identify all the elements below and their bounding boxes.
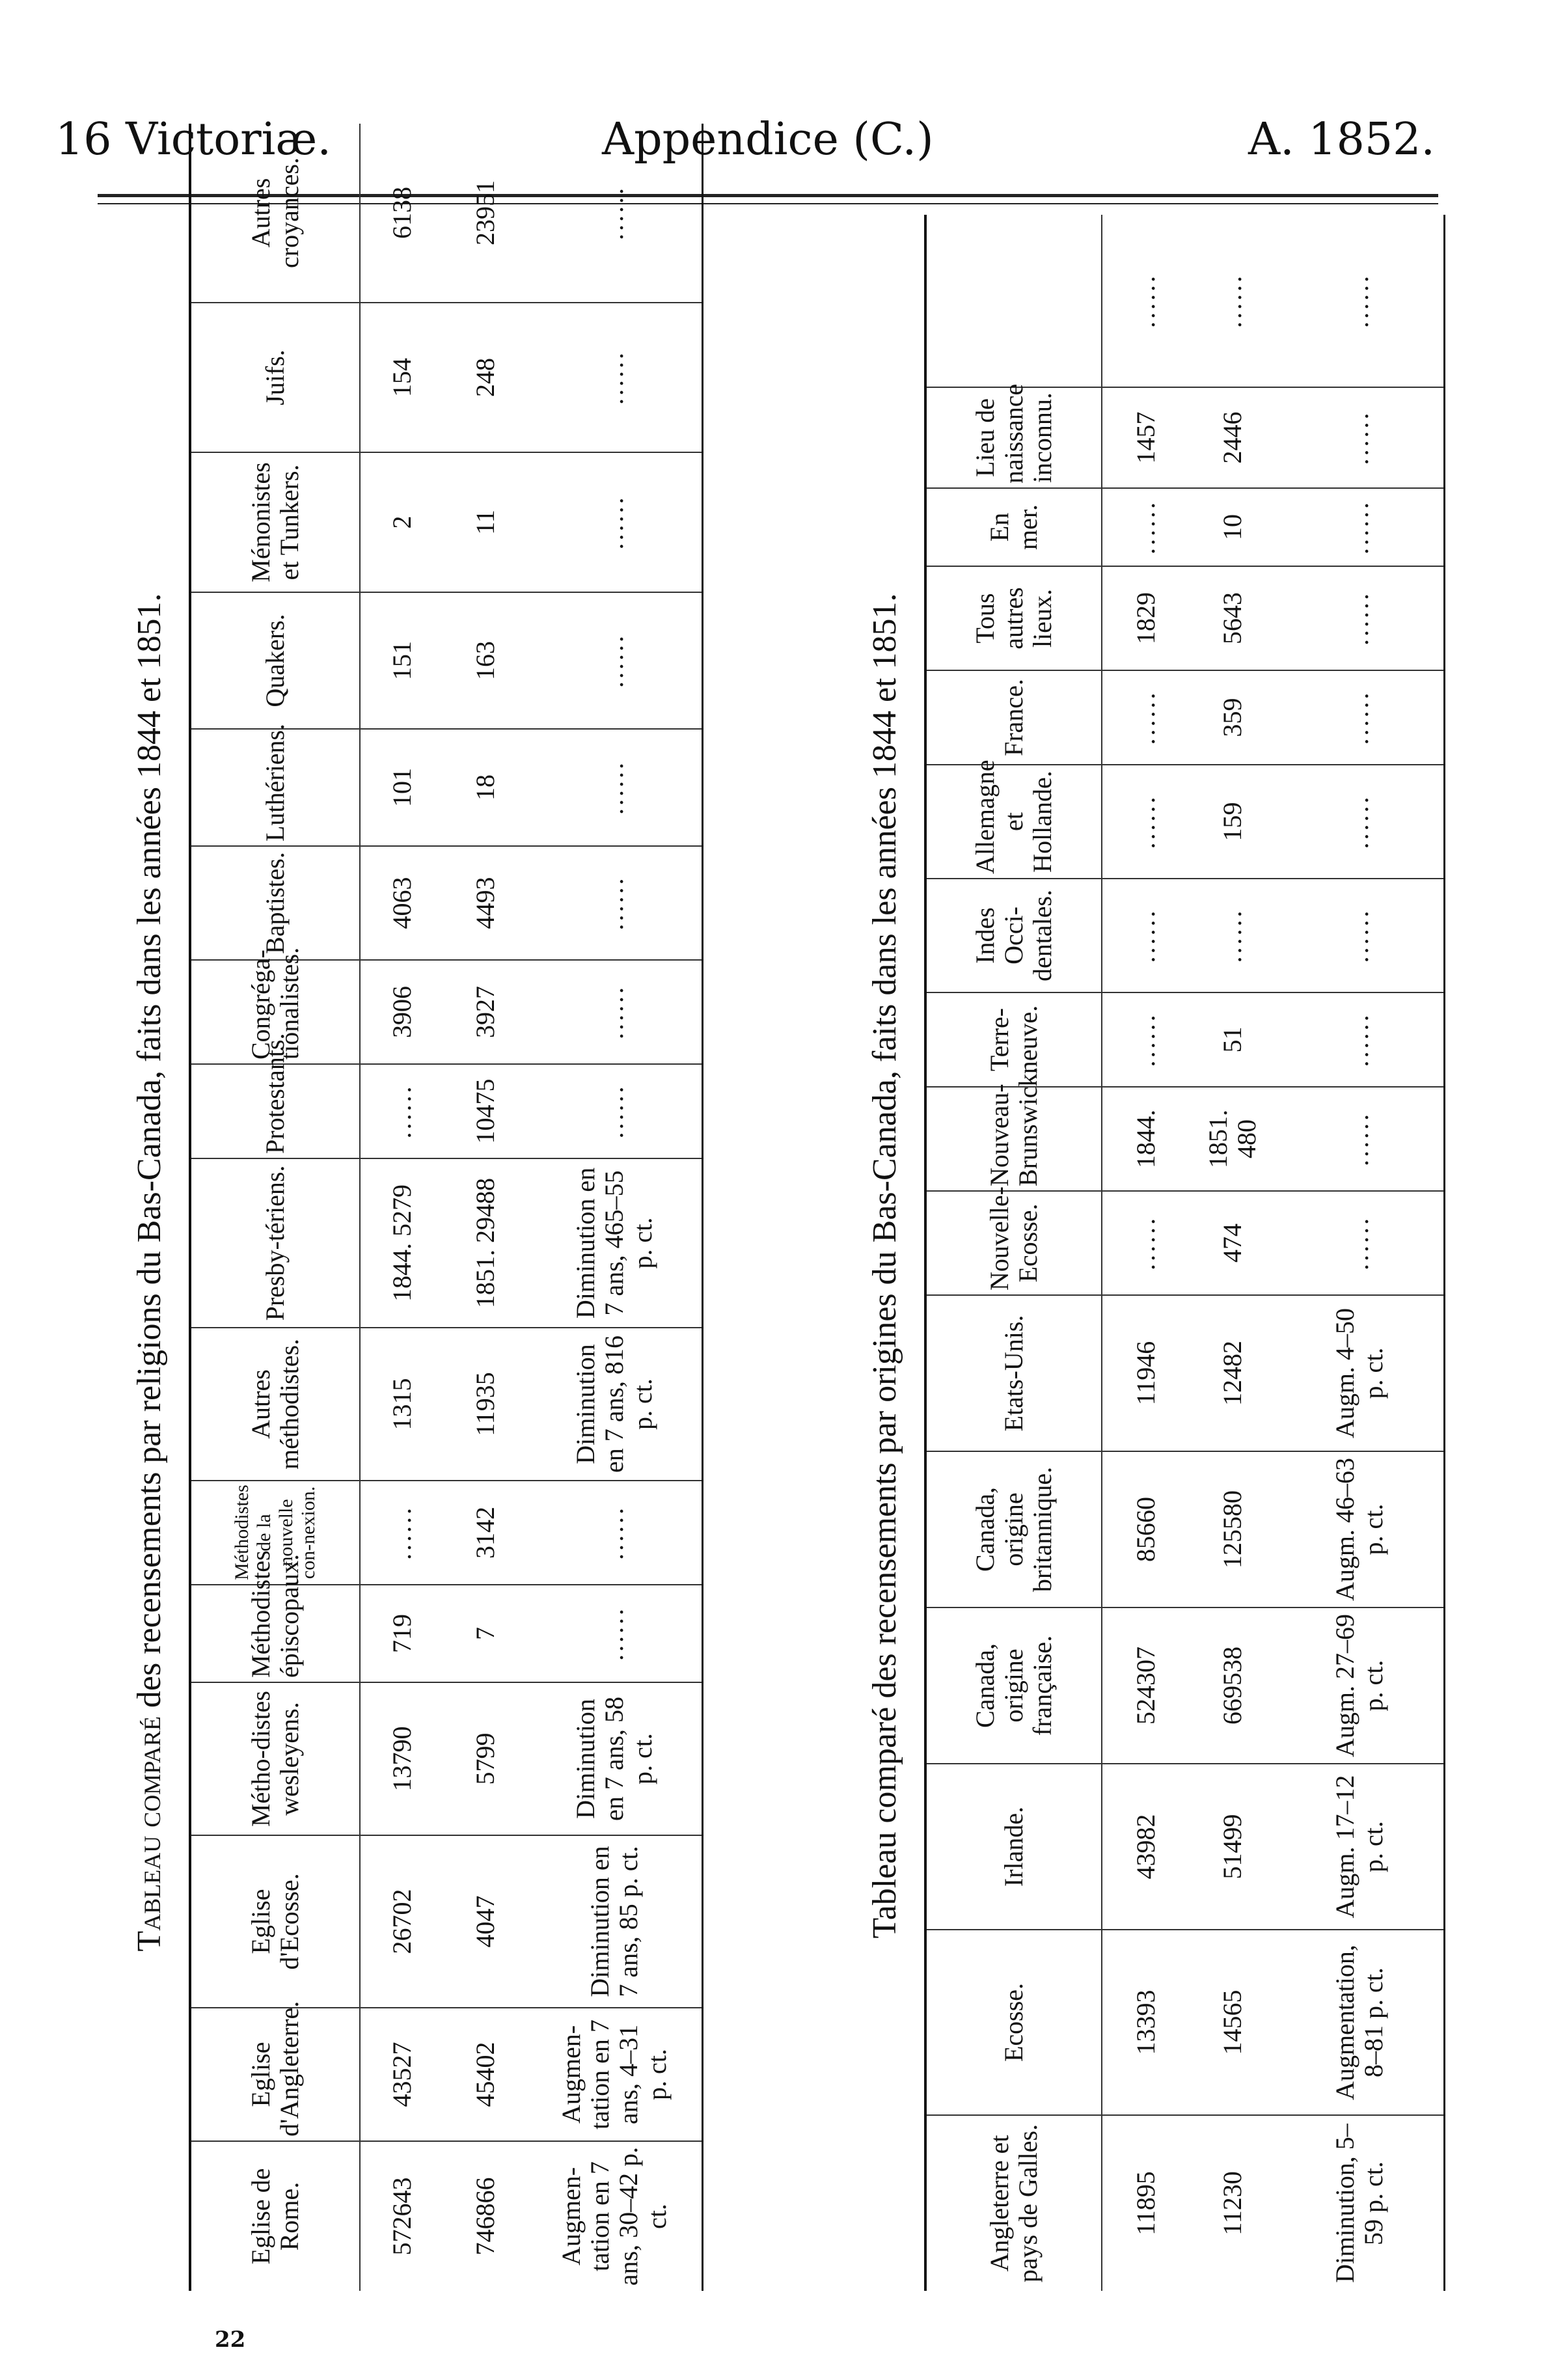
table-cell: 1829 (1102, 566, 1189, 670)
table-cell: 11946 (1102, 1295, 1189, 1451)
table-cell: Augm. 46–63 p. ct. (1276, 1451, 1445, 1607)
table-row-1844 (1102, 215, 1189, 2291)
table-cell: 43527 (360, 2008, 444, 2141)
page-number: 22 (215, 2327, 246, 2353)
table-cell: 6138 (360, 124, 444, 303)
table-row-1851 (444, 124, 527, 2291)
col-header (925, 215, 1102, 387)
table-cell: 1844. 5279 (360, 1158, 444, 1328)
origin-header-row (925, 215, 1102, 2291)
table-cell: 85660 (1102, 1451, 1189, 1607)
table-cell: ...... (1102, 488, 1189, 566)
table-cell: ...... (1276, 1191, 1445, 1295)
col-header: Ménonistes et Tunkers. (190, 452, 360, 592)
table-cell: 13393 (1102, 1930, 1189, 2115)
table-cell: 5799 (444, 1682, 527, 1835)
table-cell: Augm. 17–12 p. ct. (1276, 1764, 1445, 1930)
table-cell: Augmen-tation en 7 ans, 30–42 p. ct. (556, 2146, 672, 2286)
table-cell: 151 (360, 592, 444, 729)
table-cell: 11 (444, 452, 527, 592)
religion-title-prefix: Tableau comparé (131, 1716, 168, 1952)
table-cell: 3906 (360, 960, 444, 1064)
col-header: Ecosse. (925, 1930, 1102, 2115)
table-cell: ...... (1189, 215, 1276, 387)
col-header: Méthodistes épiscopaux. (190, 1585, 360, 1682)
table-cell: ...... (1276, 215, 1445, 387)
table-cell: ...... (1102, 879, 1189, 992)
col-header: Méthodistes de la nouvelle con-nexion. (190, 1481, 360, 1585)
table-cell: 43982 (1102, 1764, 1189, 1930)
table-cell: 12482 (1189, 1295, 1276, 1451)
table-cell: 719 (360, 1585, 444, 1682)
table-cell: ...... (1102, 215, 1189, 387)
table-cell: ...... (1189, 879, 1276, 992)
table-cell: 3142 (444, 1481, 527, 1585)
col-header: Allemagne et Hollande. (925, 765, 1102, 879)
table-cell: ...... (527, 1481, 703, 1585)
col-header: Protestants. (190, 1064, 360, 1158)
table-cell: ...... (527, 452, 703, 592)
col-header: Irlande. (925, 1764, 1102, 1930)
col-header: Indes Occi-dentales. (925, 879, 1102, 992)
table-cell: 474 (1189, 1191, 1276, 1295)
table-cell: 669538 (1189, 1607, 1276, 1764)
table-cell: 13790 (360, 1682, 444, 1835)
table-cell: Augmentation, 8–81 p. ct. (1276, 1930, 1445, 2115)
table-cell: Diminution en 7 ans, 58 p. ct. (527, 1682, 703, 1835)
origin-table-rotated (846, 241, 1445, 2291)
table-cell: 746866 (471, 2177, 500, 2256)
table-cell: 4047 (444, 1835, 527, 2008)
table-cell: ...... (527, 729, 703, 846)
col-header: Métho-distes wesleyens. (190, 1682, 360, 1835)
table-cell: 2446 (1189, 387, 1276, 488)
table-cell: ...... (527, 1585, 703, 1682)
table-cell: ...... (1102, 765, 1189, 879)
table-cell: 154 (360, 303, 444, 452)
col-header: Luthériens. (190, 729, 360, 846)
table-cell: 51 (1189, 992, 1276, 1087)
table-cell: 524307 (1102, 1607, 1189, 1764)
table-cell: ...... (527, 303, 703, 452)
header-year: A. 1852. (1248, 114, 1435, 165)
col-header: Juifs. (190, 303, 360, 452)
col-header: Terre-neuve. (925, 992, 1102, 1087)
table-cell: 4063 (360, 846, 444, 960)
table-cell: Diminution en 7 ans, 816 p. ct. (527, 1328, 703, 1481)
religion-table (189, 124, 703, 2291)
table-cell: ...... (1276, 879, 1445, 992)
table-cell: 1851. 29488 (444, 1158, 527, 1328)
table-row-change (527, 124, 703, 2291)
table-cell: Augm. 27–69 p. ct. (1276, 1607, 1445, 1764)
table-cell: Diminution, 5–59 p. ct. (1330, 2124, 1388, 2283)
table-cell: 26702 (360, 1835, 444, 2008)
col-header: Quakers. (190, 592, 360, 729)
religion-header-row (190, 124, 360, 2291)
table-cell: 125580 (1189, 1451, 1276, 1607)
religion-table-wrapper (111, 157, 729, 2291)
religion-table-rotated (111, 157, 729, 2291)
origin-table-wrapper (846, 241, 1445, 2291)
col-header: Nouveau-Brunswick. (925, 1087, 1102, 1191)
table-row-1851 (1189, 215, 1276, 2291)
table-cell: Augmen-tation en 7 ans, 4–31 p. ct. (527, 2008, 703, 2141)
col-header: Tous autres lieux. (925, 566, 1102, 670)
table-cell: 159 (1189, 765, 1276, 879)
table-row-change (1276, 215, 1445, 2291)
table-cell: ...... (1276, 387, 1445, 488)
table-cell: 14565 (1189, 1930, 1276, 2115)
table-cell: ...... (527, 124, 703, 303)
table-cell: 11935 (444, 1328, 527, 1481)
origin-table (924, 215, 1445, 2291)
col-header: Canada, origine française. (925, 1607, 1102, 1764)
table-cell: Diminution en 7 ans, 85 p. ct. (527, 1835, 703, 2008)
table-cell: 248 (444, 303, 527, 452)
col-header: Etats-Unis. (925, 1295, 1102, 1451)
col-header: Lieu de naissance inconnu. (925, 387, 1102, 488)
col-header: Eglise d'Angleterre. (190, 2008, 360, 2141)
table-cell: 51499 (1189, 1764, 1276, 1930)
table-cell: 7 (444, 1585, 527, 1682)
table-cell: 1851. 480 (1189, 1087, 1276, 1191)
col-header: Canada, origine britannique. (925, 1451, 1102, 1607)
table-cell: ...... (1276, 566, 1445, 670)
table-cell: ...... (1102, 670, 1189, 765)
table-cell: ...... (1276, 1087, 1445, 1191)
table-cell: 10 (1189, 488, 1276, 566)
table-cell: 2 (360, 452, 444, 592)
table-cell: Diminution en 7 ans, 465–55 p. ct. (527, 1158, 703, 1328)
table-cell: ...... (1102, 992, 1189, 1087)
table-cell: 11230 (1217, 2171, 1247, 2236)
religion-table-title (111, 254, 189, 2291)
table-cell: 5643 (1189, 566, 1276, 670)
table-cell: 359 (1189, 670, 1276, 765)
table-cell: ...... (360, 1064, 444, 1158)
table-row-1844 (360, 124, 444, 2291)
table-cell: 163 (444, 592, 527, 729)
table-cell: ...... (527, 960, 703, 1064)
table-cell: ...... (527, 592, 703, 729)
col-header: En mer. (925, 488, 1102, 566)
table-cell: ...... (1276, 488, 1445, 566)
table-cell: ...... (1276, 992, 1445, 1087)
table-cell: 1315 (360, 1328, 444, 1481)
table-cell: 3927 (444, 960, 527, 1064)
table-cell: ...... (360, 1481, 444, 1585)
header-appendix: Appendice (C.) (602, 114, 934, 165)
table-cell: ...... (1102, 1191, 1189, 1295)
table-cell: 23951 (444, 124, 527, 303)
table-cell: 1457 (1102, 387, 1189, 488)
header-regnal-year: 16 Victoriæ. (55, 114, 331, 165)
table-cell: ...... (527, 1064, 703, 1158)
col-header: France. (925, 670, 1102, 765)
col-header: Autres croyances. (190, 124, 360, 303)
col-header: Eglise d'Ecosse. (190, 1835, 360, 2008)
col-header: Baptistes. (190, 846, 360, 960)
col-header: Autres méthodistes. (190, 1328, 360, 1481)
table-cell: 18 (444, 729, 527, 846)
table-cell: ...... (1276, 670, 1445, 765)
table-cell: ...... (1276, 765, 1445, 879)
table-cell: 4493 (444, 846, 527, 960)
table-cell: 101 (360, 729, 444, 846)
table-cell: 572643 (387, 2177, 416, 2256)
col-header: Presby-tériens. (190, 1158, 360, 1328)
religion-title-rest: des recensements par religions du Bas-Canada, faits dans les années 1844 et 1851. (131, 593, 168, 1708)
origin-table-title: Tableau comparé des recensements par origines du Bas-Canada, faits dans les années 1844 et 1851. (866, 593, 903, 1939)
table-cell: Augm. 4–50 p. ct. (1276, 1295, 1445, 1451)
table-cell: 11895 (1130, 2171, 1160, 2236)
col-header: Eglise de Rome. (190, 2141, 360, 2291)
table-cell: 10475 (444, 1064, 527, 1158)
table-cell: ...... (527, 846, 703, 960)
table-cell: 1844. (1102, 1087, 1189, 1191)
col-header: Congréga-tionalistes. (190, 960, 360, 1064)
col-header: Nouvelle-Ecosse. (925, 1191, 1102, 1295)
table-cell: 45402 (444, 2008, 527, 2141)
col-header: Angleterre et pays de Galles. (925, 2115, 1102, 2291)
